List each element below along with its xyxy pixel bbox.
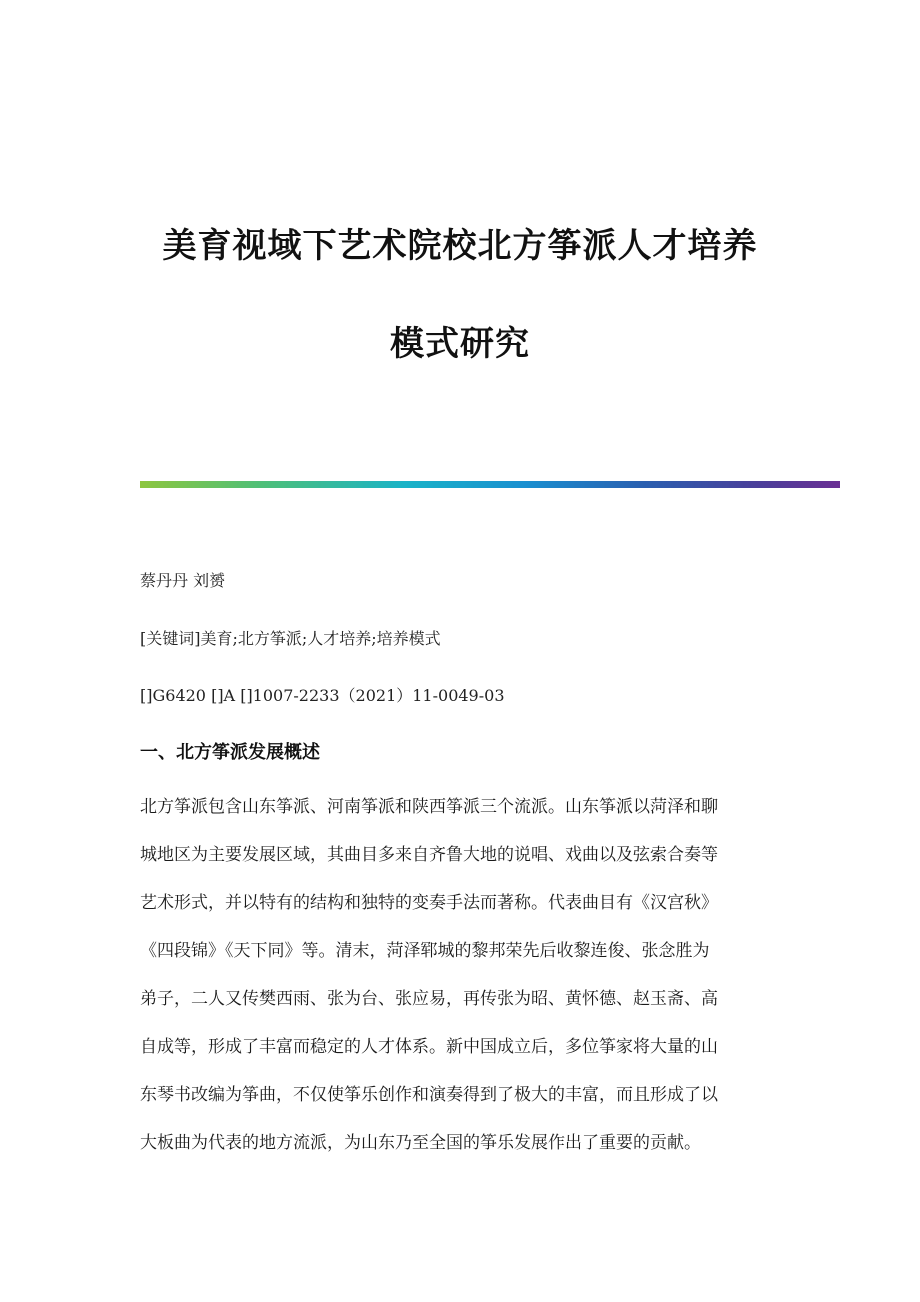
classification-codes: []G6420 []A []1007-2233（2021）11-0049-03 bbox=[140, 686, 505, 705]
body-line: 艺术形式，并以特有的结构和独特的变奏手法而著称。代表曲目有《汉宫秋》 bbox=[140, 893, 718, 913]
title-divider-rule bbox=[140, 481, 840, 488]
body-line: 《四段锦》《天下同》等。清末，菏泽郓城的黎邦荣先后收黎连俊、张念胜为 bbox=[140, 941, 710, 961]
body-paragraph bbox=[140, 796, 780, 1180]
section-heading: 一、北方筝派发展概述 bbox=[140, 742, 320, 763]
document-title-line-1: 美育视域下艺术院校北方筝派人才培养 bbox=[162, 226, 758, 266]
authors: 蔡丹丹 刘赟 bbox=[140, 571, 226, 590]
body-line: 弟子，二人又传樊西雨、张为台、张应易，再传张为昭、黄怀德、赵玉斋、高 bbox=[140, 989, 718, 1009]
body-line: 自成等，形成了丰富而稳定的人才体系。新中国成立后，多位筝家将大量的山 bbox=[140, 1037, 718, 1057]
keywords: [关键词]美育;北方筝派;人才培养;培养模式 bbox=[140, 629, 441, 648]
body-line: 城地区为主要发展区域，其曲目多来自齐鲁大地的说唱、戏曲以及弦索合奏等 bbox=[140, 845, 718, 865]
document-title-line-2: 模式研究 bbox=[390, 324, 530, 364]
body-line: 北方筝派包含山东筝派、河南筝派和陕西筝派三个流派。山东筝派以菏泽和聊 bbox=[140, 797, 718, 817]
body-line: 大板曲为代表的地方流派，为山东乃至全国的筝乐发展作出了重要的贡献。 bbox=[140, 1133, 701, 1153]
body-line: 东琴书改编为筝曲，不仅使筝乐创作和演奏得到了极大的丰富，而且形成了以 bbox=[140, 1085, 718, 1105]
